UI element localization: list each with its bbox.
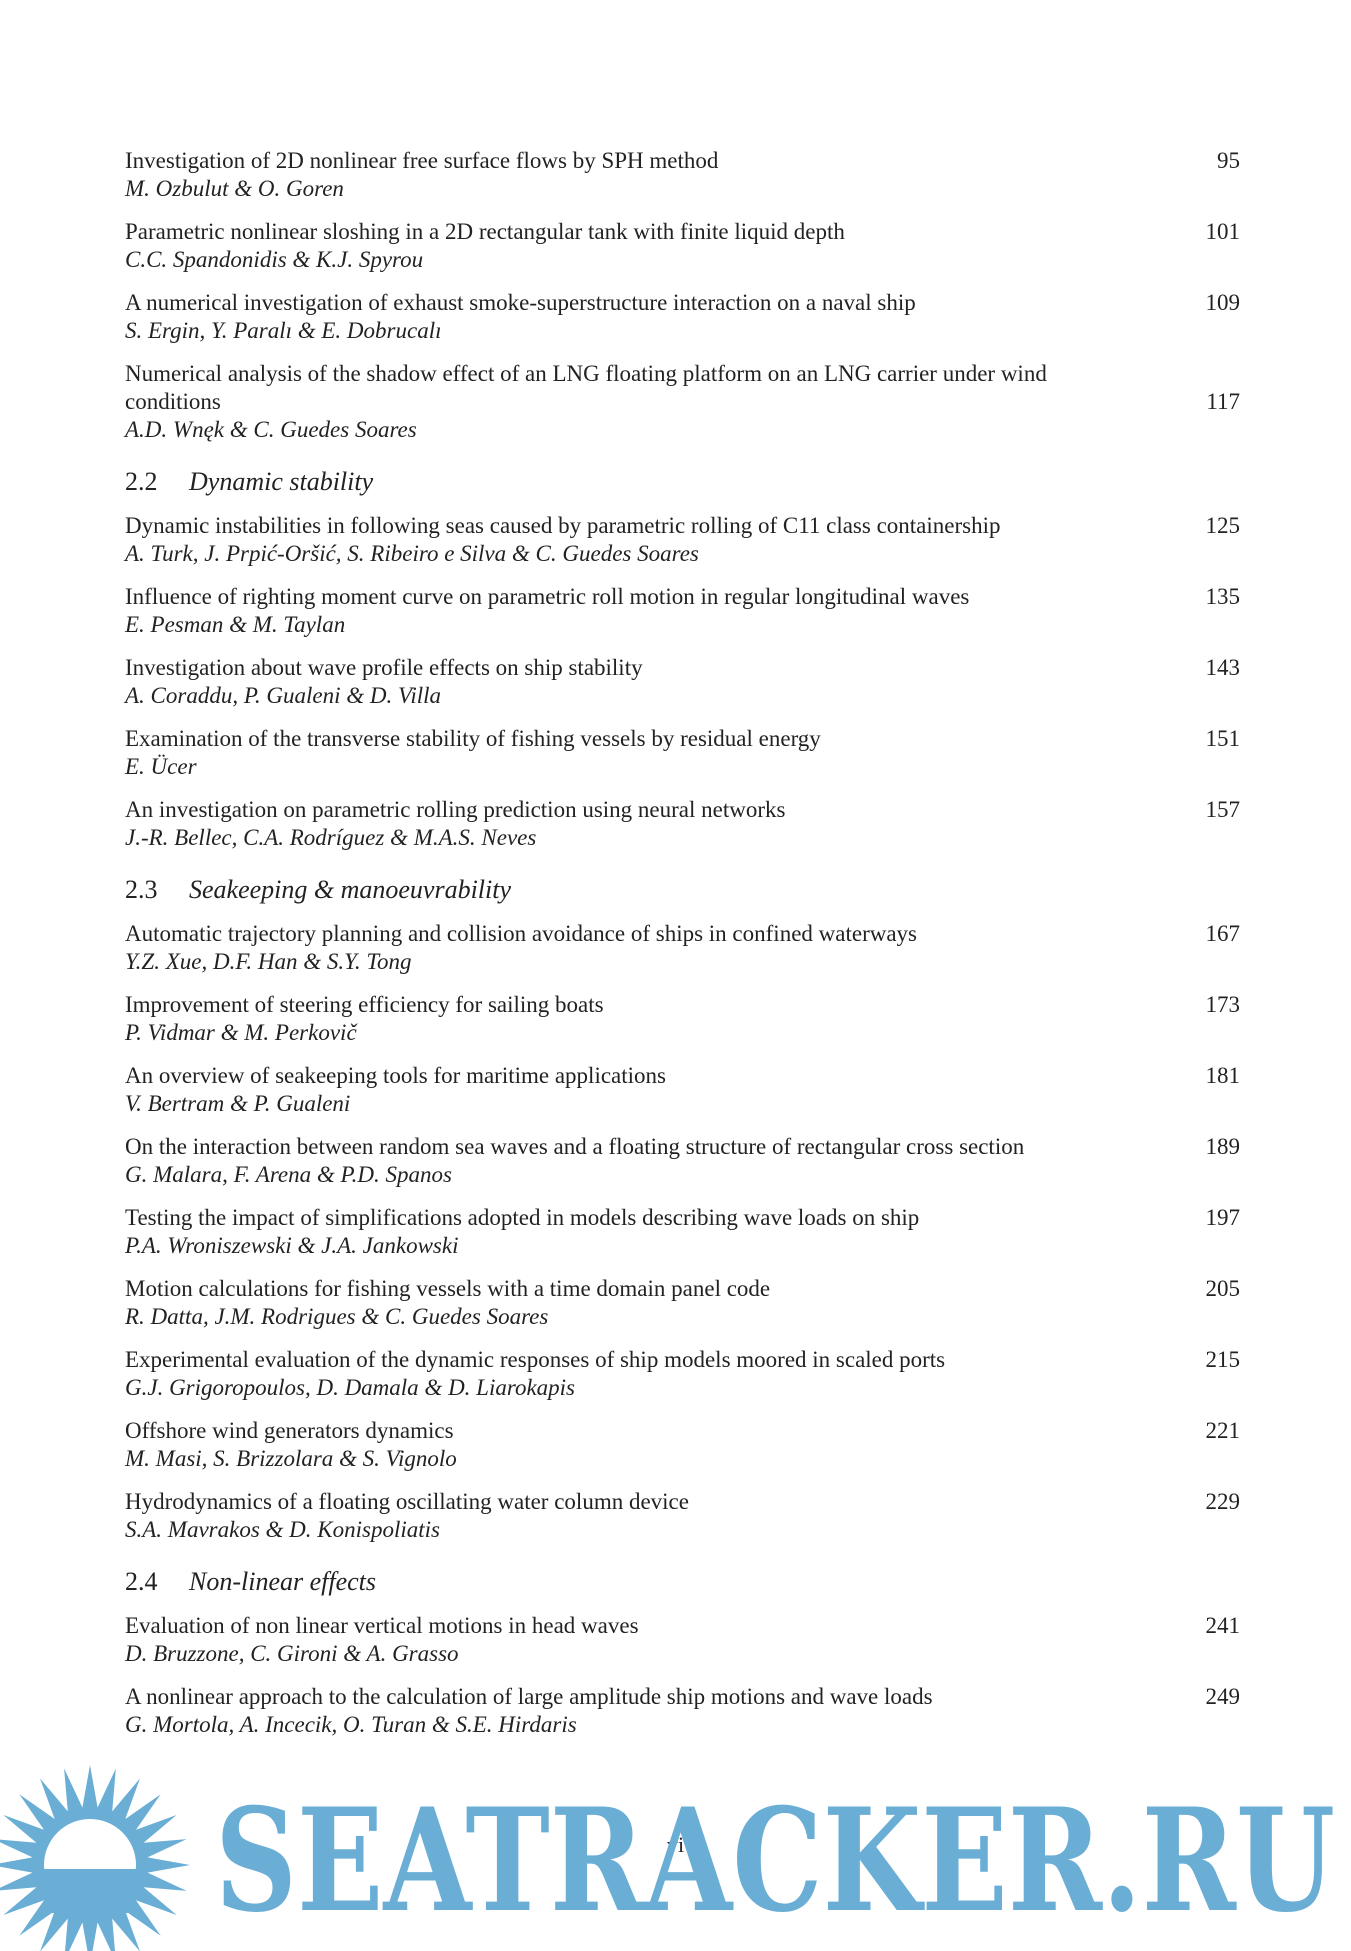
entry-page-number: 241: [1205, 1613, 1240, 1638]
toc-entry[interactable]: [125, 796, 1240, 852]
entry-title: Hydrodynamics of a floating oscillating water column device: [125, 1489, 689, 1514]
sun-logo-icon: [0, 1765, 190, 1951]
entry-page-number: 215: [1205, 1347, 1240, 1372]
toc-entry[interactable]: [125, 1417, 1240, 1473]
entry-authors: D. Bruzzone, C. Gironi & A. Grasso: [125, 1641, 459, 1666]
toc-entry[interactable]: [125, 1488, 1240, 1544]
entry-authors: G. Malara, F. Arena & P.D. Spanos: [125, 1162, 452, 1187]
entry-authors: A.D. Wnęk & C. Guedes Soares: [125, 417, 417, 442]
page-number: vi: [666, 1832, 685, 1857]
entry-page-number: 173: [1205, 992, 1240, 1017]
toc-entry[interactable]: [125, 1275, 1240, 1331]
toc-entry[interactable]: [125, 654, 1240, 710]
section-number: 2.4: [125, 1567, 158, 1596]
entry-page-number: 205: [1205, 1276, 1240, 1301]
entry-page-number: 221: [1205, 1418, 1240, 1443]
toc-entry[interactable]: [125, 725, 1240, 781]
section-number: 2.3: [125, 875, 158, 904]
entry-title: Influence of righting moment curve on parametric roll motion in regular longitudinal waves: [125, 584, 970, 609]
entry-page-number: 197: [1205, 1205, 1240, 1230]
entry-page-number: 95: [1217, 148, 1240, 173]
entry-title: Offshore wind generators dynamics: [125, 1418, 454, 1443]
entry-authors: E. Ücer: [125, 754, 197, 779]
entry-authors: P. Vidmar & M. Perkovič: [125, 1020, 357, 1045]
toc-entry[interactable]: [125, 360, 1240, 444]
toc-entry[interactable]: [125, 583, 1240, 639]
section-heading: [125, 1566, 1240, 1598]
entry-authors: R. Datta, J.M. Rodrigues & C. Guedes Soares: [125, 1304, 549, 1329]
entry-authors: A. Turk, J. Prpić-Oršić, S. Ribeiro e Silva & C. Guedes Soares: [125, 541, 699, 566]
entry-authors: J.-R. Bellec, C.A. Rodríguez & M.A.S. Neves: [125, 825, 537, 850]
entry-authors: M. Ozbulut & O. Goren: [125, 176, 344, 201]
entry-page-number: 229: [1205, 1489, 1240, 1514]
entry-title: An investigation on parametric rolling prediction using neural networks: [125, 797, 786, 822]
entry-title: On the interaction between random sea waves and a floating structure of rectangular cross section: [125, 1134, 1025, 1159]
entry-title: Experimental evaluation of the dynamic responses of ship models moored in scaled ports: [125, 1347, 946, 1372]
entry-title: Examination of the transverse stability of fishing vessels by residual energy: [125, 726, 821, 751]
entry-title: Motion calculations for fishing vessels with a time domain panel code: [125, 1276, 771, 1301]
toc-entry[interactable]: [125, 1612, 1240, 1668]
toc-entry[interactable]: [125, 1133, 1240, 1189]
entry-title: Investigation about wave profile effects on ship stability: [125, 655, 643, 680]
toc-entry[interactable]: [125, 218, 1240, 274]
entry-page-number: 249: [1205, 1684, 1240, 1709]
table-of-contents: [125, 147, 1240, 1754]
entry-title: Investigation of 2D nonlinear free surface flows by SPH method: [125, 148, 719, 173]
entry-authors: A. Coraddu, P. Gualeni & D. Villa: [125, 683, 442, 708]
toc-entry[interactable]: [125, 289, 1240, 345]
toc-entry[interactable]: [125, 920, 1240, 976]
toc-entry[interactable]: [125, 991, 1240, 1047]
entry-page-number: 157: [1205, 797, 1240, 822]
entry-authors: C.C. Spandonidis & K.J. Spyrou: [125, 247, 424, 272]
entry-title: An overview of seakeeping tools for maritime applications: [125, 1063, 666, 1088]
entry-authors: G.J. Grigoropoulos, D. Damala & D. Liarokapis: [125, 1375, 576, 1400]
entry-authors: S.A. Mavrakos & D. Konispoliatis: [125, 1517, 440, 1542]
entry-authors: P.A. Wroniszewski & J.A. Jankowski: [125, 1233, 459, 1258]
section-heading: [125, 874, 1240, 906]
entry-page-number: 181: [1205, 1063, 1240, 1088]
watermark: [0, 1760, 1351, 1951]
entry-title: Improvement of steering efficiency for sailing boats: [125, 992, 604, 1017]
entry-title: A nonlinear approach to the calculation of large amplitude ship motions and wave loads: [125, 1684, 933, 1709]
section-title: Non-linear effects: [189, 1567, 377, 1596]
toc-entry[interactable]: [125, 1062, 1240, 1118]
entry-page-number: 101: [1205, 219, 1240, 244]
entry-title: Numerical analysis of the shadow effect of an LNG floating platform on an LNG carrier under wind conditions: [125, 361, 1047, 414]
section-title: Seakeeping & manoeuvrability: [189, 875, 512, 904]
entry-page-number: 167: [1205, 921, 1240, 946]
entry-page-number: 151: [1205, 726, 1240, 751]
section-title: Dynamic stability: [189, 467, 374, 496]
entry-page-number: 189: [1205, 1134, 1240, 1159]
toc-entry[interactable]: [125, 1683, 1240, 1739]
entry-title: Parametric nonlinear sloshing in a 2D rectangular tank with finite liquid depth: [125, 219, 845, 244]
toc-entry[interactable]: [125, 147, 1240, 203]
entry-authors: G. Mortola, A. Incecik, O. Turan & S.E. Hirdaris: [125, 1712, 577, 1737]
entry-authors: S. Ergin, Y. Paralı & E. Dobrucalı: [125, 318, 442, 343]
entry-page-number: 143: [1205, 655, 1240, 680]
entry-title: Testing the impact of simplifications adopted in models describing wave loads on ship: [125, 1205, 920, 1230]
entry-title: A numerical investigation of exhaust smoke-superstructure interaction on a naval ship: [125, 290, 916, 315]
entry-authors: Y.Z. Xue, D.F. Han & S.Y. Tong: [125, 949, 412, 974]
entry-title: Dynamic instabilities in following seas caused by parametric rolling of C11 class containership: [125, 513, 1001, 538]
entry-page-number: 109: [1205, 290, 1240, 315]
entry-page-number: 135: [1205, 584, 1240, 609]
entry-title: Evaluation of non linear vertical motions in head waves: [125, 1613, 639, 1638]
entry-authors: M. Masi, S. Brizzolara & S. Vignolo: [125, 1446, 457, 1471]
watermark-text: SEATRACKER.RU: [215, 1778, 1335, 1944]
entry-title: Automatic trajectory planning and collision avoidance of ships in confined waterways: [125, 921, 917, 946]
toc-entry[interactable]: [125, 1204, 1240, 1260]
section-number: 2.2: [125, 467, 158, 496]
entry-authors: V. Bertram & P. Gualeni: [125, 1091, 351, 1116]
entry-page-number: 117: [1206, 389, 1240, 414]
entry-page-number: 125: [1205, 513, 1240, 538]
toc-entry[interactable]: [125, 1346, 1240, 1402]
section-heading: [125, 466, 1240, 498]
entry-authors: E. Pesman & M. Taylan: [125, 612, 346, 637]
toc-entry[interactable]: [125, 512, 1240, 568]
